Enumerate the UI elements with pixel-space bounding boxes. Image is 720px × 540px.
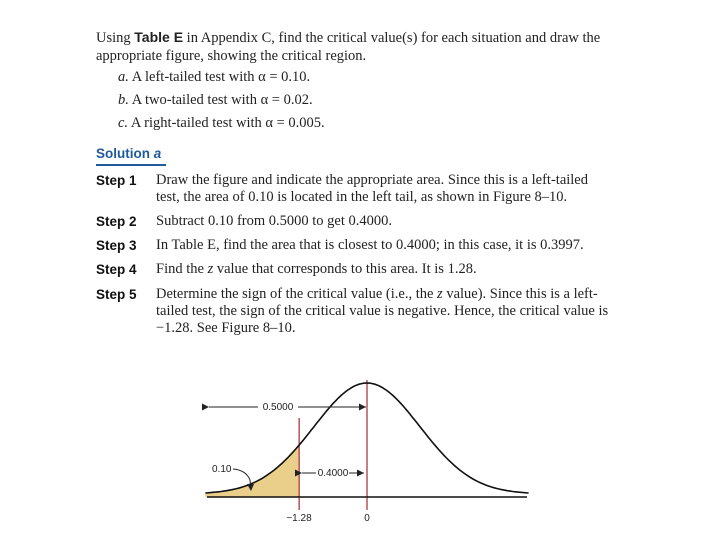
step-3-table-ref: Table E <box>171 237 216 253</box>
part-label: a. <box>118 69 129 85</box>
step-4-label: Step 4 <box>96 262 137 277</box>
label-middle-area: 0.4000 <box>317 468 349 479</box>
label-half-area: 0.5000 <box>262 402 294 413</box>
step-1-text: Draw the figure and indicate the appropriate area. Since this is a left-tailed test, the area of 0.10 is located in the left tail, as shown in Figure 8–10. <box>156 172 588 205</box>
part-label: c. <box>118 115 129 131</box>
part-text: A right-tailed test with α = 0.005. <box>130 115 325 131</box>
table-reference: Table E <box>134 29 184 45</box>
intro-prefix: Using <box>96 30 131 46</box>
z-variable: z <box>437 286 443 302</box>
step-1-label: Step 1 <box>96 173 137 188</box>
step-5-label: Step 5 <box>96 287 137 302</box>
tick-zero: 0 <box>364 513 370 524</box>
intro-rest: in Appendix C, find the critical value(s) for each situation and draw the appropriate figure, showing the critical region. <box>96 30 601 64</box>
step-2-label: Step 2 <box>96 214 137 229</box>
step-2-text: Subtract 0.10 from 0.5000 to get 0.4000. <box>156 213 393 229</box>
part-text: A two-tailed test with α = 0.02. <box>131 92 313 108</box>
step-4-text-pre: Find the <box>156 261 204 277</box>
part-text: A left-tailed test with α = 0.10. <box>131 69 311 85</box>
step-3-text-post: , find the area that is closest to 0.4000; in this case, it is 0.3997. <box>215 237 584 253</box>
label-tail-area: 0.10 <box>212 464 232 475</box>
solution-title: Solution <box>96 146 150 161</box>
step-5-text-post: value). Since this is a left-tailed test, the sign of the critical value is negative. Hence, the critical value is −1.28. See Figure 8–10. <box>156 286 609 336</box>
step-5-text-pre: Determine the sign of the critical value (i.e., the <box>156 286 434 302</box>
z-variable: z <box>207 261 214 277</box>
step-3-text-pre: In <box>156 237 169 253</box>
step-4-text-post: value that corresponds to this area. It is 1.28. <box>216 261 477 277</box>
part-label: b. <box>118 92 129 108</box>
tick-critical-value: −1.28 <box>286 513 312 524</box>
solution-part: a <box>153 146 162 161</box>
step-3-label: Step 3 <box>96 238 137 253</box>
